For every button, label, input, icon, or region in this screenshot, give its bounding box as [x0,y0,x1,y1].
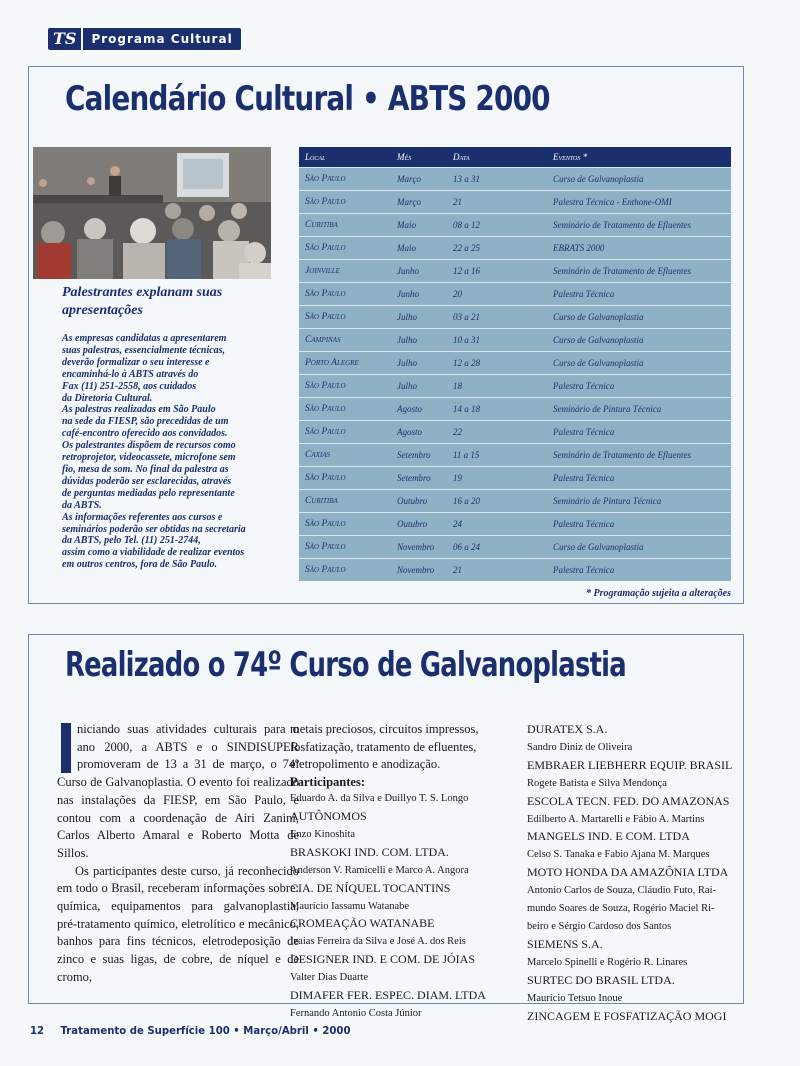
article-line: fosfatização, tratamento de efluentes, [290,739,477,754]
intro-line: As informações referentes aos cursos e [62,511,223,523]
cell-data: 24 [447,512,547,535]
cell-evento: Seminário de Pintura Técnica [547,397,731,420]
article-column-3 [527,721,741,1025]
cell-evento: Palestra Técnica - Enthone-OMI [547,190,731,213]
cell-mes: Maio [391,236,447,259]
cell-data: 13 a 31 [447,167,547,190]
intro-line: da ABTS. [62,499,102,511]
page-number: 12 [30,1024,45,1037]
cell-local: São Paulo [299,466,391,489]
intro-line: da Diretoria Cultural. [62,392,153,404]
table-row [299,328,731,351]
cell-mes: Setembro [391,466,447,489]
cell-evento: Palestra Técnica [547,512,731,535]
participant-names: Edilberto A. Martarelli e Fábio A. Martins [527,813,705,825]
events-table [299,147,731,581]
company-name: DIMAFER FER. ESPEC. DIAM. LTDA [290,988,486,1003]
intro-line: fio, mesa de som. No final da palestra as [62,463,229,475]
cell-local: Porto Alegre [299,351,391,374]
company-name: CROMEAÇÃO WATANABE [290,916,435,931]
table-row [299,351,731,374]
cell-mes: Julho [391,305,447,328]
column-header-eventos: Eventos * [547,147,731,167]
schedule-footnote: * Programação sujeita a alterações [586,588,731,599]
participant-names: Maurício Iassamu Watanabe [290,900,410,912]
page-footer [30,1024,351,1037]
intro-line: na sede da FIESP, são precedidas de um [62,416,229,428]
intro-line: suas palestras, essencialmente técnicas, [62,344,226,356]
cell-data: 20 [447,282,547,305]
cell-mes: Março [391,190,447,213]
cell-local: São Paulo [299,167,391,190]
cell-evento: Curso de Galvanoplastia [547,167,731,190]
cell-local: São Paulo [299,420,391,443]
cell-data: 06 a 24 [447,535,547,558]
company-name: ZINCAGEM E FOSFATIZAÇÃO MOGI [527,1008,727,1023]
intro-line: assim como a viabilidade de realizar eventos [62,547,245,559]
participant-names: Celso S. Tanaka e Fabio Ajana M. Marques [527,849,710,861]
cell-mes: Novembro [391,558,447,581]
table-header-row [299,147,731,167]
intro-line: deverão formalizar o seu interesse e [62,356,210,368]
cell-evento: Palestra Técnica [547,558,731,581]
cell-mes: Junho [391,259,447,282]
cell-data: 22 a 25 [447,236,547,259]
table-row [299,489,731,512]
cell-data: 11 a 15 [447,443,547,466]
magazine-logo: TS [48,28,83,50]
participants-list-1 [290,790,504,1023]
cell-data: 18 [447,374,547,397]
company-name: MANGELS IND. E COM. LTDA [527,829,690,844]
participant-names: Enzo Kinoshita [290,828,356,840]
intro-line: retroprojetor, videocassete, microfone sem [62,452,236,464]
column-header-data: Data [447,147,547,167]
participant-names: Sandro Diniz de Oliveira [527,741,633,753]
cell-mes: Julho [391,328,447,351]
cell-local: São Paulo [299,282,391,305]
column-header-mes: Mês [391,147,447,167]
cell-data: 12 a 28 [447,351,547,374]
cell-data: 21 [447,558,547,581]
article-column-1 [57,721,299,987]
participant-names: Antonio Carlos de Souza, Cláudio Futo, Rai- [527,885,716,897]
participant-names: Valter Dias Duarte [290,972,369,984]
cell-evento: Palestra Técnica [547,282,731,305]
table-row [299,236,731,259]
cell-local: Caxias [299,443,391,466]
table-row [299,259,731,282]
cell-evento: Curso de Galvanoplastia [547,328,731,351]
intro-line: café-encontro oferecido aos convidados. [62,428,228,440]
cell-evento: Palestra Técnica [547,466,731,489]
company-name: SIEMENS S.A. [527,936,603,951]
intro-line: da ABTS, pelo Tel. (11) 251-2744, [62,535,201,547]
company-name: SURTEC DO BRASIL LTDA. [527,972,675,987]
article-line: eletropolimento e anodização. [290,757,441,772]
cell-local: São Paulo [299,397,391,420]
cell-evento: Curso de Galvanoplastia [547,305,731,328]
cell-mes: Outubro [391,489,447,512]
cell-local: São Paulo [299,558,391,581]
table-row [299,558,731,581]
table-row [299,535,731,558]
intro-line: de perguntas mediadas pelo representante [62,487,235,499]
cell-mes: Agosto [391,397,447,420]
intro-line: seminários poderão ser obtidas na secretaria [62,523,246,535]
photo-caption: Palestrantes explanam suas apresentações [62,285,223,318]
participants-list-2 [527,721,741,1025]
cell-local: São Paulo [299,374,391,397]
table-row [299,420,731,443]
calendar-panel [28,66,744,604]
drop-cap [61,723,71,773]
intro-text [62,333,276,571]
cell-local: São Paulo [299,236,391,259]
cell-data: 22 [447,420,547,443]
cell-evento: Seminário de Tratamento de Efluentes [547,259,731,282]
article-continuation [290,721,504,774]
cell-mes: Julho [391,374,447,397]
company-name: MOTO HONDA DA AMAZÔNIA LTDA [527,865,729,880]
footer-publication: Tratamento de Superfície 100 • Março/Abril • 2000 [60,1024,351,1037]
intro-line: As empresas candidatas a apresentarem [62,333,227,344]
table-row [299,305,731,328]
cell-local: Curitiba [299,213,391,236]
participant-names: mundo Soares de Souza, Rogério Maciel Ri- [527,903,715,915]
participant-names: Anderson V. Ramicelli e Marco A. Angora [290,864,469,876]
cell-mes: Outubro [391,512,447,535]
section-tag [48,28,241,50]
table-row [299,374,731,397]
article-title: Realizado o 74º Curso de Galvanoplastia [65,645,626,685]
cell-mes: Junho [391,282,447,305]
participant-names: Rogete Batista e Silva Mendonça [527,777,667,789]
cell-evento: Curso de Galvanoplastia [547,535,731,558]
cell-mes: Maio [391,213,447,236]
cell-local: Curitiba [299,489,391,512]
table-row [299,397,731,420]
cell-local: Campinas [299,328,391,351]
audience-photo-image [33,147,271,279]
cell-mes: Março [391,167,447,190]
cell-local: Joinville [299,259,391,282]
participant-names: Fernando Antonio Costa Júnior [290,1007,422,1019]
cell-evento: Palestra Técnica [547,420,731,443]
intro-line: em outros centros, fora de São Paulo. [62,559,218,571]
company-name: DESIGNER IND. E COM. DE JÓIAS [290,952,475,967]
intro-line: Os palestrantes dispõem de recursos como [62,440,236,452]
cell-data: 21 [447,190,547,213]
table-row [299,512,731,535]
company-name: DURATEX S.A. [527,722,608,736]
article-line: metais preciosos, circuitos impressos, [290,722,479,736]
cell-evento: Curso de Galvanoplastia [547,351,731,374]
event-photo [33,147,271,279]
cell-data: 08 a 12 [447,213,547,236]
table-row [299,213,731,236]
intro-line: encaminhá-lo à ABTS através do [62,368,199,380]
cell-local: São Paulo [299,190,391,213]
table-row [299,190,731,213]
cell-evento: EBRATS 2000 [547,236,731,259]
participant-names: beiro e Sérgio Cardoso dos Santos [527,920,672,932]
cell-data: 03 a 21 [447,305,547,328]
cell-mes: Julho [391,351,447,374]
cell-data: 19 [447,466,547,489]
table-row [299,466,731,489]
participant-names: Izaias Ferreira da Silva e José A. dos Reis [290,936,466,948]
company-name: EMBRAER LIEBHERR EQUIP. BRASIL [527,757,733,772]
course-article [28,634,744,1023]
cell-local: São Paulo [299,535,391,558]
participant-names: Eduardo A. da Silva e Duillyo T. S. Longo [290,793,469,805]
participants-heading: Participantes: [290,775,365,790]
cell-evento: Seminário de Tratamento de Efluentes [547,443,731,466]
table-row [299,167,731,190]
cell-evento: Seminário de Pintura Técnica [547,489,731,512]
cell-mes: Setembro [391,443,447,466]
cell-data: 10 a 31 [447,328,547,351]
participant-names: Maurício Tetsuo Inoue [527,992,623,1004]
table-row [299,282,731,305]
section-label: Programa Cultural [91,32,233,46]
cell-local: São Paulo [299,512,391,535]
cell-mes: Agosto [391,420,447,443]
cell-data: 12 a 16 [447,259,547,282]
table-row [299,443,731,466]
article-paragraph: Os participantes deste curso, já reconhecido em todo o Brasil, receberam informações sobre: química, equipamentos para galvanoplastia, pré-tratamento químico, eletrolítico e mecânico, banhos para fins técnicos, eletrodeposição de zinco e suas ligas, de cobre, de níquel e de cromo, [57,863,299,984]
cell-data: 14 a 18 [447,397,547,420]
cell-evento: Palestra Técnica [547,374,731,397]
participant-names: Marcelo Spinelli e Rogério R. Linares [527,956,688,968]
cell-mes: Novembro [391,535,447,558]
company-name: BRASKOKI IND. COM. LTDA. [290,844,449,859]
calendar-title: Calendário Cultural • ABTS 2000 [65,79,550,119]
cell-data: 16 a 20 [447,489,547,512]
article-column-2 [290,721,504,1023]
column-header-local: Local [299,147,391,167]
intro-line: As palestras realizadas em São Paulo [62,404,216,416]
company-name: ESCOLA TECN. FED. DO AMAZONAS [527,793,730,808]
intro-line: dúvidas poderão ser esclarecidas, através [62,475,232,487]
cell-evento: Seminário de Tratamento de Efluentes [547,213,731,236]
article-paragraph: niciando suas atividades culturais para o ano 2000, a ABTS e o SINDISUPER promoveram de 13 a 31 de março, o 74º Curso de Galvanoplastia. O evento foi realizado nas instalações da FIESP, em São Paulo, e contou com a coordenação de Airi Zanini, Carlos Alberto Amaral e Roberto Motta de Sillos. [57,722,299,860]
intro-line: Fax (11) 251-2558, aos cuidados [62,380,197,392]
cell-local: São Paulo [299,305,391,328]
company-name: CIA. DE NÍQUEL TOCANTINS [290,880,451,895]
company-name: AUTÔNOMOS [290,809,367,824]
